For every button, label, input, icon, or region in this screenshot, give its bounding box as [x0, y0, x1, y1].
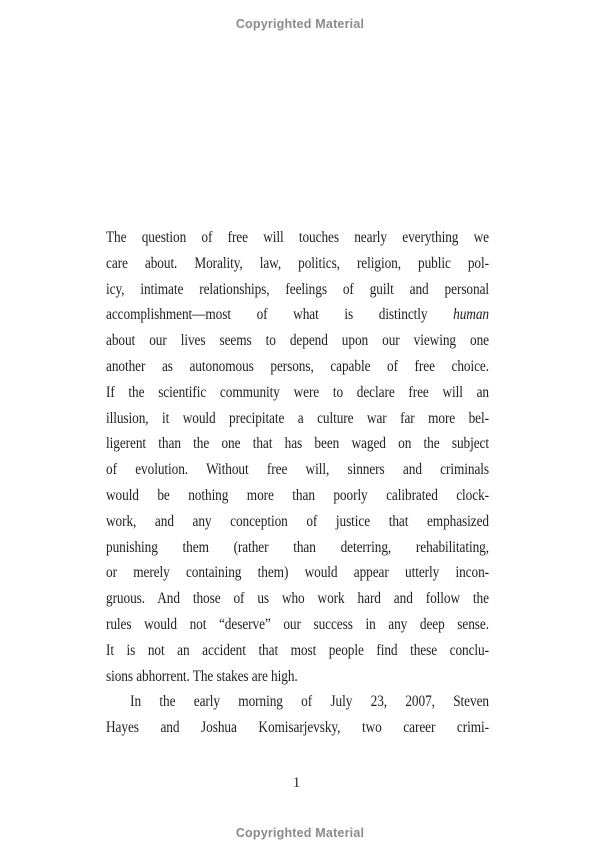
body-line	[106, 328, 489, 354]
body-line-text: illusion, it would precipitate a culture war far more bel-	[106, 409, 489, 427]
body-line	[106, 277, 489, 303]
body-line	[106, 560, 489, 586]
body-line	[106, 535, 489, 561]
body-line-text: accomplishment—most of what is distinctly human	[106, 306, 489, 324]
body-line-text: icy, intimate relationships, feelings of guilt and personal	[106, 280, 490, 298]
body-line	[106, 380, 489, 406]
copyright-notice-bottom: Copyrighted Material	[235, 826, 365, 840]
body-line	[106, 251, 489, 277]
body-line-text: care about. Morality, law, politics, religion, public pol-	[106, 254, 489, 272]
body-line-text: If the scientific community were to declare free will an	[106, 383, 489, 401]
body-line-text: rules would not “deserve” our success in any deep sense.	[106, 615, 489, 633]
copyright-notice-top: Copyrighted Material	[235, 17, 365, 31]
body-line	[106, 302, 489, 328]
body-line	[106, 715, 489, 741]
body-line	[106, 612, 489, 638]
body-line	[106, 689, 489, 715]
body-line	[106, 483, 489, 509]
body-line-text: would be nothing more than poorly calibrated clock-	[106, 486, 490, 504]
body-line	[106, 457, 489, 483]
body-line-text: Hayes and Joshua Komisarjevsky, two career crimi-	[106, 719, 489, 737]
body-text	[106, 225, 489, 741]
page-number: 1	[292, 775, 301, 791]
body-line-text: ligerent than the one that has been waged on the subject	[106, 435, 490, 453]
body-line-text: work, and any conception of justice that emphasized	[106, 512, 490, 530]
body-line	[106, 431, 489, 457]
body-line-text: sions abhorrent. The stakes are high.	[106, 667, 298, 685]
body-line-text: about our lives seems to depend upon our viewing one	[106, 332, 489, 350]
body-line-text: It is not an accident that most people find these conclu-	[106, 641, 489, 659]
body-line	[106, 354, 489, 380]
body-line-text: gruous. And those of us who work hard and follow the	[106, 590, 489, 608]
body-line	[106, 586, 489, 612]
body-line-text: another as autonomous persons, capable of free choice.	[106, 357, 490, 375]
body-line	[106, 225, 489, 251]
body-line-text: punishing them (rather than deterring, rehabilitating,	[106, 538, 489, 556]
body-line-text: of evolution. Without free will, sinners and criminals	[106, 461, 490, 479]
body-line	[106, 509, 489, 535]
body-line-text: The question of free will touches nearly everything we	[106, 229, 489, 246]
body-line-text: In the early morning of July 23, 2007, Steven	[130, 693, 489, 711]
body-line-text: or merely containing them) would appear utterly incon-	[106, 564, 490, 582]
body-line	[106, 664, 489, 690]
body-line	[106, 406, 489, 432]
body-line	[106, 638, 489, 664]
